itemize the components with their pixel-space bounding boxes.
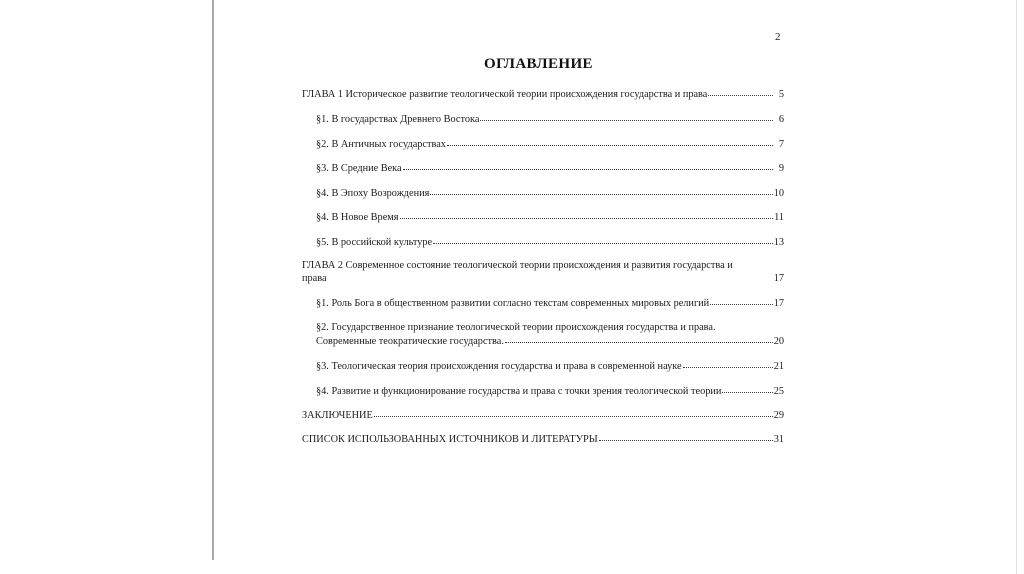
toc-entry-section[interactable]: [316, 210, 784, 224]
leader-dots: [708, 86, 773, 96]
leader-dots: [430, 185, 772, 195]
toc-entry-text: §1. Роль Бога в общественном развитии согласно текстам современных мировых религий: [316, 298, 710, 309]
toc-entry-text-line1: §2. Государственное признание теологической теории происхождения государства и права.: [316, 322, 716, 333]
toc-entry-text-line2: права: [302, 273, 327, 284]
toc-entry-text-line1: ГЛАВА 2 Современное состояние теологической теории происхождения и развития государства и: [302, 260, 733, 271]
leader-dots: [400, 209, 773, 219]
toc-entry-section[interactable]: [316, 359, 784, 373]
toc-title: ОГЛАВЛЕНИЕ: [484, 56, 593, 72]
leader-dots: [447, 136, 773, 146]
leader-dots: [403, 160, 773, 170]
toc-entry-page: 25: [773, 386, 784, 397]
toc-entry-page: 17: [773, 298, 784, 309]
toc-entry-conclusion[interactable]: [302, 408, 784, 422]
toc-entry-text: §5. В российской культуре: [316, 237, 433, 248]
toc-entry-page: 31: [773, 434, 784, 445]
toc-entry-text: ГЛАВА 1 Историческое развитие теологической теории происхождения государства и права: [302, 89, 708, 100]
leader-dots: [505, 333, 773, 343]
toc-entry-section[interactable]: [316, 296, 784, 310]
toc-entry-section[interactable]: [316, 112, 784, 126]
toc-entry-page: 7: [778, 139, 784, 150]
leader-dots: [374, 407, 773, 417]
toc-entry-page: 11: [774, 212, 784, 223]
toc-entry-page: 21: [773, 361, 784, 372]
toc-entry-page: 13: [773, 237, 784, 248]
toc-entry-page: 17: [773, 273, 784, 284]
toc-entry-page: 6: [778, 114, 784, 125]
leader-dots: [599, 431, 773, 441]
toc-entry-text: §4. Развитие и функционирование государства и права с точки зрения теологической теории: [316, 386, 722, 397]
toc-entry-chapter-2[interactable]: [302, 259, 784, 285]
leader-dots: [480, 111, 773, 121]
toc-entry-text-line2: Современные теократические государства.: [316, 336, 504, 347]
toc-entry-page: 9: [778, 163, 784, 174]
leader-space: [328, 271, 773, 280]
toc-entry-section[interactable]: [316, 186, 784, 200]
toc-entry-text: СПИСОК ИСПОЛЬЗОВАННЫХ ИСТОЧНИКОВ И ЛИТЕРАТУРЫ: [302, 434, 598, 445]
toc-entry-page: 29: [773, 410, 784, 421]
toc-entry-section[interactable]: [316, 161, 784, 175]
toc-entry-page: 10: [773, 188, 784, 199]
toc-entry-text: §3. В Средние Века: [316, 163, 402, 174]
toc-entry-chapter-1[interactable]: [302, 87, 784, 101]
toc-entry-text: §4. В Эпоху Возрождения: [316, 188, 430, 199]
toc-entry-section[interactable]: [316, 384, 784, 398]
leader-dots: [710, 295, 773, 305]
toc-entry-text: ЗАКЛЮЧЕНИЕ: [302, 410, 373, 421]
toc-entry-section[interactable]: [316, 235, 784, 249]
page-number: 2: [775, 31, 781, 43]
toc-entry-section[interactable]: [316, 137, 784, 151]
toc-entry-text: §2. В Античных государствах: [316, 139, 446, 150]
toc-entry-bibliography[interactable]: [302, 432, 784, 446]
page-right-edge: [1016, 0, 1017, 574]
toc-entry-page: 5: [778, 89, 784, 100]
toc-entry-page: 20: [773, 336, 784, 347]
toc-entry-section[interactable]: [316, 321, 784, 348]
toc-entry-text: §1. В государствах Древнего Востока: [316, 114, 480, 125]
toc-entry-text: §4. В Новое Время: [316, 212, 399, 223]
toc-entry-text: §3. Теологическая теория происхождения государства и права в современной науке: [316, 361, 682, 372]
leader-dots: [722, 383, 772, 393]
leader-dots: [683, 358, 773, 368]
leader-dots: [433, 234, 773, 244]
